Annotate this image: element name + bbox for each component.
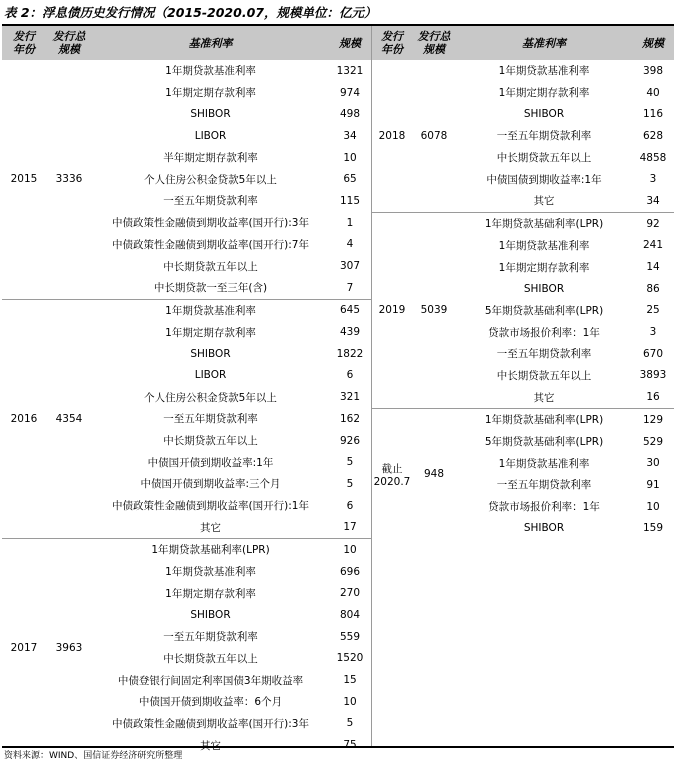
rate-cell: SHIBOR	[190, 108, 231, 121]
header-scale: 规模	[632, 26, 674, 60]
scale-cell: 115	[339, 194, 361, 207]
scale-cell: 65	[343, 173, 357, 186]
scale-cell: 92	[632, 212, 674, 234]
rate-cell: 中债国开债到期收益率:三个月	[140, 478, 281, 491]
scale-cell: 439	[339, 326, 361, 339]
rate-cell: LIBOR	[194, 129, 227, 142]
rate-cell: 一至五年期贷款利率	[163, 413, 258, 426]
scale-cell: 17	[343, 521, 357, 534]
right-table	[372, 26, 674, 539]
scale-cell: 34	[646, 194, 660, 207]
right-header-row	[372, 26, 674, 60]
total-scale-cell: 3336	[55, 173, 83, 186]
rate-cell: 中长期贷款五年以上	[496, 369, 592, 382]
rate-cell: SHIBOR	[190, 347, 231, 360]
rate-cell: 1年期贷款基准利率	[92, 299, 329, 321]
year-cell: 2019	[372, 212, 412, 408]
table-title: 表 2：浮息债历史发行情况（2015-2020.07，规模单位：亿元）	[4, 5, 377, 20]
scale-cell: 645	[329, 299, 371, 321]
source-note: 资料来源：WIND、国信证券经济研究所整理	[4, 751, 183, 761]
year-cell: 2017	[2, 539, 46, 756]
rate-cell: 1年期贷款基准利率	[165, 566, 256, 579]
rate-cell: 一至五年期贷款利率	[163, 631, 258, 644]
rate-cell: 1年期定期存款利率	[165, 326, 256, 339]
rate-cell: 1年期定期存款利率	[165, 587, 256, 600]
scale-cell: 4858	[639, 151, 667, 164]
scale-cell: 162	[339, 412, 361, 425]
table-row	[372, 212, 674, 234]
scale-cell: 86	[646, 282, 660, 295]
left-header-row	[2, 26, 371, 60]
rate-cell: 半年期定期存款利率	[163, 152, 258, 165]
scale-cell: 30	[646, 457, 660, 470]
rate-cell: 贷款市场报价利率：1年	[488, 326, 600, 339]
rate-cell: 1年期贷款基础利率(LPR)	[456, 409, 632, 431]
bottom-rule	[2, 746, 674, 748]
scale-cell: 16	[646, 391, 660, 404]
rate-cell: 1年期定期存款利率	[165, 87, 256, 100]
rate-cell: 1年期贷款基础利率(LPR)	[456, 212, 632, 234]
scale-cell: 241	[642, 239, 664, 252]
year-cell: 2015	[10, 173, 38, 186]
rate-cell: 个人住房公积金贷款5年以上	[144, 173, 277, 186]
scale-cell: 5	[346, 477, 354, 490]
scale-cell: 129	[632, 409, 674, 431]
scale-cell: 116	[642, 108, 664, 121]
scale-cell: 15	[343, 674, 357, 687]
year-cell: 截止 2020.7	[372, 409, 412, 540]
scale-cell: 696	[339, 565, 361, 578]
year-cell: 2018	[378, 129, 406, 142]
scale-cell: 498	[339, 108, 361, 121]
rate-cell: 一至五年期贷款利率	[163, 195, 258, 208]
scale-cell: 10	[329, 539, 371, 561]
scale-cell: 321	[339, 391, 361, 404]
left-table-body	[2, 60, 371, 756]
scale-cell: 10	[343, 151, 357, 164]
scale-cell: 1321	[336, 64, 364, 77]
header-total: 发行总 规模	[46, 26, 92, 60]
total-scale-cell: 4354	[46, 299, 92, 539]
rate-cell: SHIBOR	[190, 609, 231, 622]
rate-cell: 中债政策性金融债到期收益率(国开行):7年	[112, 238, 309, 251]
scale-cell: 559	[339, 630, 361, 643]
scale-cell: 25	[646, 304, 660, 317]
scale-cell: 40	[646, 86, 660, 99]
rate-cell: 1年期贷款基准利率	[498, 239, 590, 252]
rate-cell: 中长期贷款五年以上	[163, 652, 258, 665]
scale-cell: 5	[346, 717, 354, 730]
scale-cell: 1822	[336, 347, 364, 360]
rate-cell: 贷款市场报价利率：1年	[488, 501, 600, 514]
scale-cell: 3	[649, 173, 657, 186]
total-scale-cell: 6078	[420, 129, 448, 142]
scale-cell: 4	[346, 238, 354, 251]
scale-cell: 804	[339, 609, 361, 622]
rate-cell: SHIBOR	[523, 108, 565, 121]
scale-cell: 6	[346, 369, 354, 382]
total-scale-cell: 5039	[412, 212, 456, 408]
scale-cell: 6	[346, 499, 354, 512]
rate-cell: 中长期贷款五年以上	[163, 260, 258, 273]
rate-cell: 中债政策性金融债到期收益率(国开行):3年	[112, 217, 309, 230]
scale-cell: 398	[642, 64, 664, 77]
rate-cell: 一至五年期贷款利率	[496, 348, 592, 361]
scale-cell: 10	[646, 500, 660, 513]
scale-cell: 1520	[336, 652, 364, 665]
table-row	[2, 539, 371, 561]
header-year: 发行 年份	[2, 26, 46, 60]
scale-cell: 926	[339, 434, 361, 447]
scale-cell: 1	[346, 216, 354, 229]
header-rate: 基准利率	[456, 26, 632, 60]
rate-cell: 中债政策性金融债到期收益率(国开行):3年	[112, 717, 309, 730]
rate-cell: 5年期贷款基础利率(LPR)	[484, 304, 604, 317]
left-table	[2, 26, 371, 756]
rate-cell: SHIBOR	[523, 522, 565, 535]
header-scale: 规模	[329, 26, 371, 60]
scale-cell: 529	[642, 435, 664, 448]
header-total: 发行总 规模	[412, 26, 456, 60]
year-cell: 2016	[2, 299, 46, 539]
scale-cell: 270	[339, 587, 361, 600]
rate-cell: LIBOR	[194, 369, 227, 382]
scale-cell: 974	[339, 86, 361, 99]
table-row	[2, 299, 371, 321]
rate-cell: 其它	[200, 521, 221, 534]
rate-cell: 中债国开债到期收益率：6个月	[138, 696, 283, 709]
rate-cell: 中债政策性金融债到期收益率(国开行):1年	[112, 500, 309, 513]
scale-cell: 34	[343, 129, 357, 142]
scale-cell: 159	[642, 522, 664, 535]
header-rate: 基准利率	[92, 26, 329, 60]
rate-cell: 个人住房公积金贷款5年以上	[144, 391, 277, 404]
rate-cell: 1年期贷款基准利率	[498, 457, 590, 470]
scale-cell: 10	[343, 695, 357, 708]
scale-cell: 14	[646, 261, 660, 274]
rate-cell: 1年期贷款基准利率	[498, 65, 590, 78]
rate-cell: 中长期贷款五年以上	[496, 152, 592, 165]
total-scale-cell: 3963	[46, 539, 92, 756]
rate-cell: 中长期贷款五年以上	[163, 435, 258, 448]
table-row	[2, 60, 371, 82]
scale-cell: 3	[649, 326, 657, 339]
total-scale-cell: 948	[412, 409, 456, 540]
right-table-column	[372, 26, 674, 539]
scale-cell: 5	[346, 456, 354, 469]
scale-cell: 7	[346, 281, 354, 294]
rate-cell: 中债国债到期收益率:1年	[486, 173, 602, 186]
rate-cell: 一至五年期贷款利率	[496, 130, 592, 143]
rate-cell: 中长期贷款一至三年(含)	[153, 282, 268, 295]
table-row	[372, 60, 674, 82]
rate-cell: SHIBOR	[523, 282, 565, 295]
scale-cell: 628	[642, 129, 664, 142]
right-table-body	[372, 60, 674, 539]
rate-cell: 5年期贷款基础利率(LPR)	[484, 436, 604, 449]
rate-cell: 中债国开债到期收益率:1年	[147, 456, 274, 469]
rate-cell: 1年期定期存款利率	[498, 87, 590, 100]
rate-cell: 其它	[533, 391, 555, 404]
table-row	[372, 409, 674, 431]
rate-cell: 中债登银行间固定利率国债3年期收益率	[117, 674, 304, 687]
scale-cell: 307	[339, 260, 361, 273]
rate-cell: 1年期贷款基础利率(LPR)	[92, 539, 329, 561]
rate-cell: 1年期定期存款利率	[498, 261, 590, 274]
rate-cell: 其它	[533, 195, 555, 208]
scale-cell: 3893	[639, 369, 667, 382]
scale-cell: 91	[646, 478, 660, 491]
rate-cell: 1年期贷款基准利率	[165, 65, 256, 78]
left-table-column	[2, 26, 371, 756]
scale-cell: 670	[642, 347, 664, 360]
header-year: 发行 年份	[372, 26, 412, 60]
rate-cell: 一至五年期贷款利率	[496, 479, 592, 492]
